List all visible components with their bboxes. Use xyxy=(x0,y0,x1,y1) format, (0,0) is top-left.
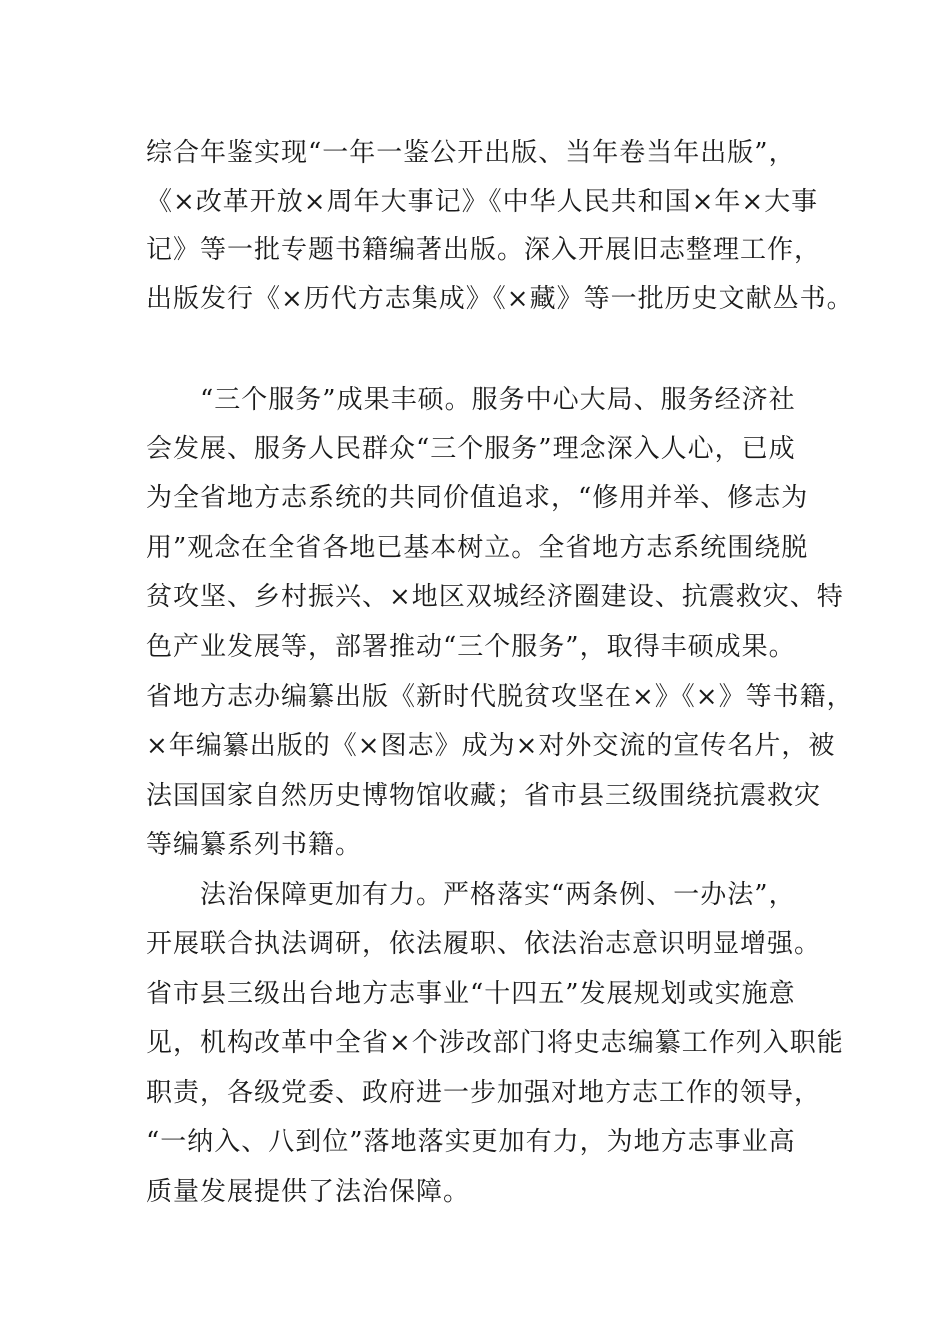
block1-line-3: 记》等一批专题书籍编著出版。深入开展旧志整理工作， xyxy=(146,235,822,265)
block2-line-3: 为全省地方志系统的共同价值追求，“修用并举、修志为 xyxy=(146,483,809,513)
block2-line-9: 法国国家自然历史博物馆收藏；省市县三级围绕抗震救灾 xyxy=(146,781,822,811)
block3-line-3: 省市县三级出台地方志事业“十四五”发展规划或实施意 xyxy=(146,979,796,1009)
block2-line-6: 色产业发展等，部署推动“三个服务”，取得丰硕成果。 xyxy=(146,632,796,662)
block3-line-6: “一纳入、八到位”落地落实更加有力，为地方志事业高 xyxy=(146,1127,796,1157)
block2-line-8: ×年编纂出版的《×图志》成为×对外交流的宣传名片，被 xyxy=(146,731,836,761)
block1-line-1: 综合年鉴实现“一年一鉴公开出版、当年卷当年出版”， xyxy=(146,138,796,168)
block2-line-5: 贫攻坚、乡村振兴、×地区双城经济圈建设、抗震救灾、特 xyxy=(146,582,844,612)
block3-line-1: 法治保障更加有力。严格落实“两条例、一办法”， xyxy=(200,880,796,910)
block3-line-2: 开展联合执法调研，依法履职、依法治志意识明显增强。 xyxy=(146,929,822,959)
block3-line-4: 见，机构改革中全省×个涉改部门将史志编纂工作列入职能 xyxy=(146,1028,844,1058)
block1-line-4: 出版发行《×历代方志集成》《×藏》等一批历史文献丛书。 xyxy=(146,284,854,314)
block3-line-5: 职责，各级党委、政府进一步加强对地方志工作的领导， xyxy=(146,1078,822,1108)
block2-line-2: 会发展、服务人民群众“三个服务”理念深入人心，已成 xyxy=(146,434,796,464)
block3-line-7: 质量发展提供了法治保障。 xyxy=(146,1177,471,1207)
block2-line-10: 等编纂系列书籍。 xyxy=(146,830,363,860)
block2-line-1: “三个服务”成果丰硕。服务中心大局、服务经济社 xyxy=(200,385,796,415)
block1-line-2: 《×改革开放×周年大事记》《中华人民共和国×年×大事 xyxy=(146,187,819,217)
block2-line-7: 省地方志办编纂出版《新时代脱贫攻坚在×》《×》等书籍， xyxy=(146,682,854,712)
block2-line-4: 用”观念在全省各地已基本树立。全省地方志系统围绕脱 xyxy=(146,533,809,563)
